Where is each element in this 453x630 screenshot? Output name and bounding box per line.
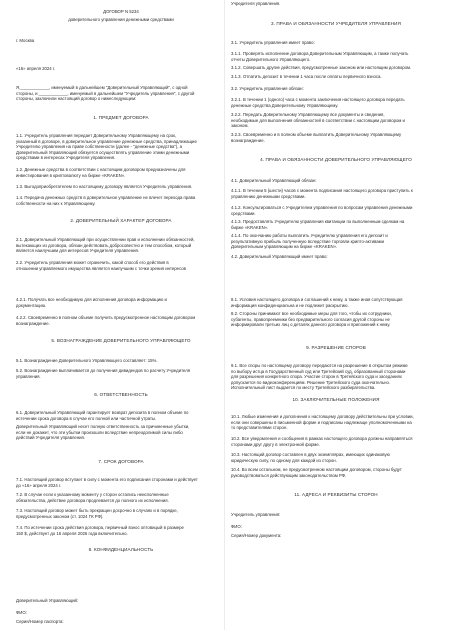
clause-3-2-3: 3.2.3. Своевременно и в полном объеме выплатить Доверительному Управляющему вознаграждение. bbox=[231, 132, 402, 143]
clause-3-1: 3.1. Учредитель управления имеет право: bbox=[231, 40, 315, 45]
clause-5-1: 5.1. Вознаграждение Доверительного Управляющего составляет: 15%. bbox=[16, 358, 158, 363]
clause-7-2: 7.2. В случае если к указанному моменту у сторон остались неисполненные обязательства, действие договора продлевается до полного их исполнения. bbox=[16, 492, 169, 503]
section-6-title: 6. ОТВЕТСТВЕННОСТЬ bbox=[94, 392, 148, 397]
section-10-title: 10. ЗАКЛЮЧИТЕЛЬНЫЕ ПОЛОЖЕНИЯ bbox=[292, 397, 380, 402]
clause-4-2-1: 4.2.1. Получать все необходимую для исполнения договора информацию и документацию. bbox=[16, 297, 167, 308]
section-3-title: 3. ПРАВА И ОБЯЗАННОСТИ УЧРЕДИТЕЛЯ УПРАВЛЕНИЯ bbox=[271, 21, 401, 26]
section-9-title: 9. РАЗРЕШЕНИЕ СПОРОВ bbox=[306, 345, 366, 350]
clause-1-2: 1.2. Денежные средства в соответствии с настоящим договором предназначены для инвестирования в криптовалюту на бирже «KRAKEN». bbox=[16, 167, 186, 178]
signature-name-label: ФИО: bbox=[231, 524, 242, 529]
clause-10-4: 10.4. Во всем остальном, не предусмотренном настоящим договором, стороны будут руководствоваться действующим законодательством РФ. bbox=[231, 467, 402, 478]
signature-passport-label: Серия/Номер документа: bbox=[231, 533, 282, 538]
clause-1-3: 1.3. Выгодоприобретателем по настоящему договору является Учредитель управления. bbox=[16, 184, 193, 189]
signature-party-label: Доверительный Управляющий: bbox=[16, 598, 79, 603]
clause-2-2: 2.2. Учредитель управления может ограничить, какой способ его действия в отношении управляемого имущества является наилучшим с точки зрения интересов bbox=[16, 260, 186, 271]
clause-4-1-3: 4.1.3. Предоставлять Учредителю управления квитанции по выполненным сделкам на бирже «KRAKEN». bbox=[231, 219, 405, 230]
clause-3-2-2: 3.2.2. Передать Доверительному Управляющему все документы и сведения, необходимые для выполнения обязанностей в соответствии с настоящим договором и законом. bbox=[231, 112, 405, 129]
section-11-title: 11. АДРЕСА И РЕКВИЗИТЫ СТОРОН bbox=[294, 492, 378, 497]
section-7-title: 7. СРОК ДОГОВОРА bbox=[98, 459, 144, 464]
clause-3-2-1: 3.2.1. В течении 1 (одного) часа с момента заключения настоящего договора передать денежные средства Доверительному Управляющему. bbox=[231, 97, 405, 108]
clause-4-1-1: 4.1.1. В течении 5 (шести) часов с момента подписания настоящего договора приступить к управлению денежными средствами. bbox=[231, 188, 413, 199]
signature-name-label: ФИО: bbox=[16, 610, 27, 615]
signature-party-label: Учредитель управления: bbox=[231, 512, 281, 517]
clause-3-1-3: 3.1.3. Отпатить депозит в течении 1 часа после оплаты первичного взноса. bbox=[231, 74, 382, 79]
clause-3-1-1: 3.1.1. Проверять исполнение договора Доверительным Управляющим, а также получать отчеты Доверительного Управляющего. bbox=[231, 51, 409, 62]
clause-4-1-4: 4.1.4. По окончанию работы выплатить Учредителю управления его депозит и результативную прибыль полученную вследствие торговли крипто-активами Доверительным управляющим на бирже «KRAKEN». bbox=[231, 233, 388, 250]
clause-8-1: 8.1. Условия настоящего договора и соглашений к нему, а также иная сопутствующая информация конфиденциальна и не подлежит раскрытию. bbox=[231, 297, 403, 308]
clause-4-2: 4.2. Доверительный Управляющий имеет право: bbox=[231, 254, 328, 259]
clause-4-1: 4.1. Доверительный Управляющий обязан: bbox=[231, 178, 317, 183]
clause-10-2: 10.2. Все уведомления и сообщения в рамках настоящего договора должны направляться сторонами друг другу в электронной форме. bbox=[231, 436, 413, 447]
city: г. Москва bbox=[16, 38, 35, 43]
clause-3-1-2: 3.1.2. Совершать другие действия, предусмотренные законом или настоящим договором. bbox=[231, 65, 412, 70]
clause-4-2-2: 4.2.2. Своевременно в полном объеме получить предусмотренное настоящим договором вознаграждение. bbox=[16, 315, 196, 326]
clause-5-2: 5.2. Вознаграждение выплачивается до получения дивидендов по расчету Учредителя управления. bbox=[16, 368, 191, 379]
clause-1-4: 1.4. Передача денежных средств в доверительное управление не влечет перехода права собственности на них к Управляющему. bbox=[16, 195, 196, 206]
clause-10-3: 10.3. Настоящий договор составлен в двух экземплярах, имеющих одинаковую юридическую силу, по одному для каждой из сторон. bbox=[231, 452, 390, 463]
clause-7-1: 7.1. Настоящий договор вступает в силу с момента его подписания сторонами и действует до «16» апреля 2024 г. bbox=[16, 477, 198, 488]
document-title: ДОГОВОР N 5234 bbox=[103, 9, 139, 14]
continued-fragment: Учредителя управления. bbox=[231, 1, 281, 6]
clause-1-1: 1.1. Учредитель управления передает Доверительному Управляющему на срок, указанный в договоре, в доверительное управление денежные средства, принадлежащие Учредителю управления на праве собственности (далее - "денежные средства"), а Доверительный Управляющий обязуется осуществлять управление этими денежными средствами в интересах Учредителя управления. bbox=[16, 133, 197, 161]
clause-6-2: Доверительный Управляющий несет полную ответственность за причиненные убытки, если не докажет, что эти убытки произошли вследствие непреодолимой силы либо действий Учредителя управления. bbox=[16, 424, 190, 441]
section-2-title: 2. ДОВЕРИТЕЛЬНЫЙ ХАРАКТЕР ДОГОВОРА bbox=[70, 218, 172, 223]
clause-9-1: 9.1. Все споры по настоящему договору передаются на разрешение в открытом режиме по выбору истца в Государственный суд или Третейский суд, образованный сторонами для разрешения конкретного спора. Участие сторон в Третейского суда и заседаниях допускается по видеоконференциям. Решение Третейского суда окончательно. Исполнительный лист выдается по месту Третейского разбирательства. bbox=[231, 363, 408, 391]
clause-4-1-2: 4.1.2. Консультироваться с Учредителем управления по вопросам управления денежными средствами. bbox=[231, 205, 413, 216]
clause-6-1: 6.1. Доверительный Управляющий гарантирует возврат депозита в полном объеме по истечении срока договора в случае его полной или частичной утраты. bbox=[16, 410, 189, 421]
contract-date: «16» апреля 2024 г. bbox=[16, 66, 56, 71]
clause-3-2: 3.2. Учредитель управления обязан: bbox=[231, 86, 304, 91]
clause-10-1: 10.1. Любые изменения и дополнения к настоящему договору действительны при условии, если они совершены в письменной форме и подписаны надлежаще уполномоченными на то представителями сторон. bbox=[231, 414, 414, 431]
section-1-title: 1. ПРЕДМЕТ ДОГОВОРА bbox=[93, 115, 149, 120]
section-4-title: 4. ПРАВА И ОБЯЗАННОСТИ ДОВЕРИТЕЛЬНОГО УПРАВЛЯЮЩЕГО bbox=[260, 157, 412, 162]
clause-2-1: 2.1. Доверительный Управляющий при осуществлении прав и исполнении обязанностей, вытекающих из договора, обязан действовать добросовестно и тем способом, который является наилучшим для интересов Учредителя управления. bbox=[16, 237, 195, 254]
section-5-title: 5. ВОЗНАГРАЖДЕНИЕ ДОВЕРИТЕЛЬНОГО УПРАВЛЯЮЩЕГО bbox=[51, 338, 191, 343]
clause-8-2: 8.2. Стороны принимают все необходимые меры для того, чтобы их сотрудники, субагенты, правопреемники без предварительного согласия другой стороны не информировали третьих лиц о деталях данного договора и приложений к нему. bbox=[231, 311, 392, 328]
clause-7-3: 7.3. Настоящий договор может быть прекращен досрочно в случаях и в порядке, предусмотренных законом (ст. 1024 ГК РФ). bbox=[16, 508, 178, 519]
clause-7-4: 7.4. По истечении срока действия договора, первичный взнос оптовицый в размере 150 $, действует до 16 апреля 2026 года включительно. bbox=[16, 525, 184, 536]
document-subtitle: доверительного управления денежными средствами bbox=[68, 17, 174, 22]
section-8-title: 8. КОНФИДЕНЦИАЛЬНОСТЬ bbox=[88, 547, 154, 552]
parties-paragraph: Я,____________, именуемый в дальнейшем "Доверительный Управляющий", с одной стороны, и ____________, именуемый в дальнейшем "Учредитель управления", с другой стороны, заключили настоящий договор о нижеследующем: bbox=[16, 85, 195, 102]
signature-passport-label: Серия/Номер паспорта: bbox=[16, 619, 64, 624]
